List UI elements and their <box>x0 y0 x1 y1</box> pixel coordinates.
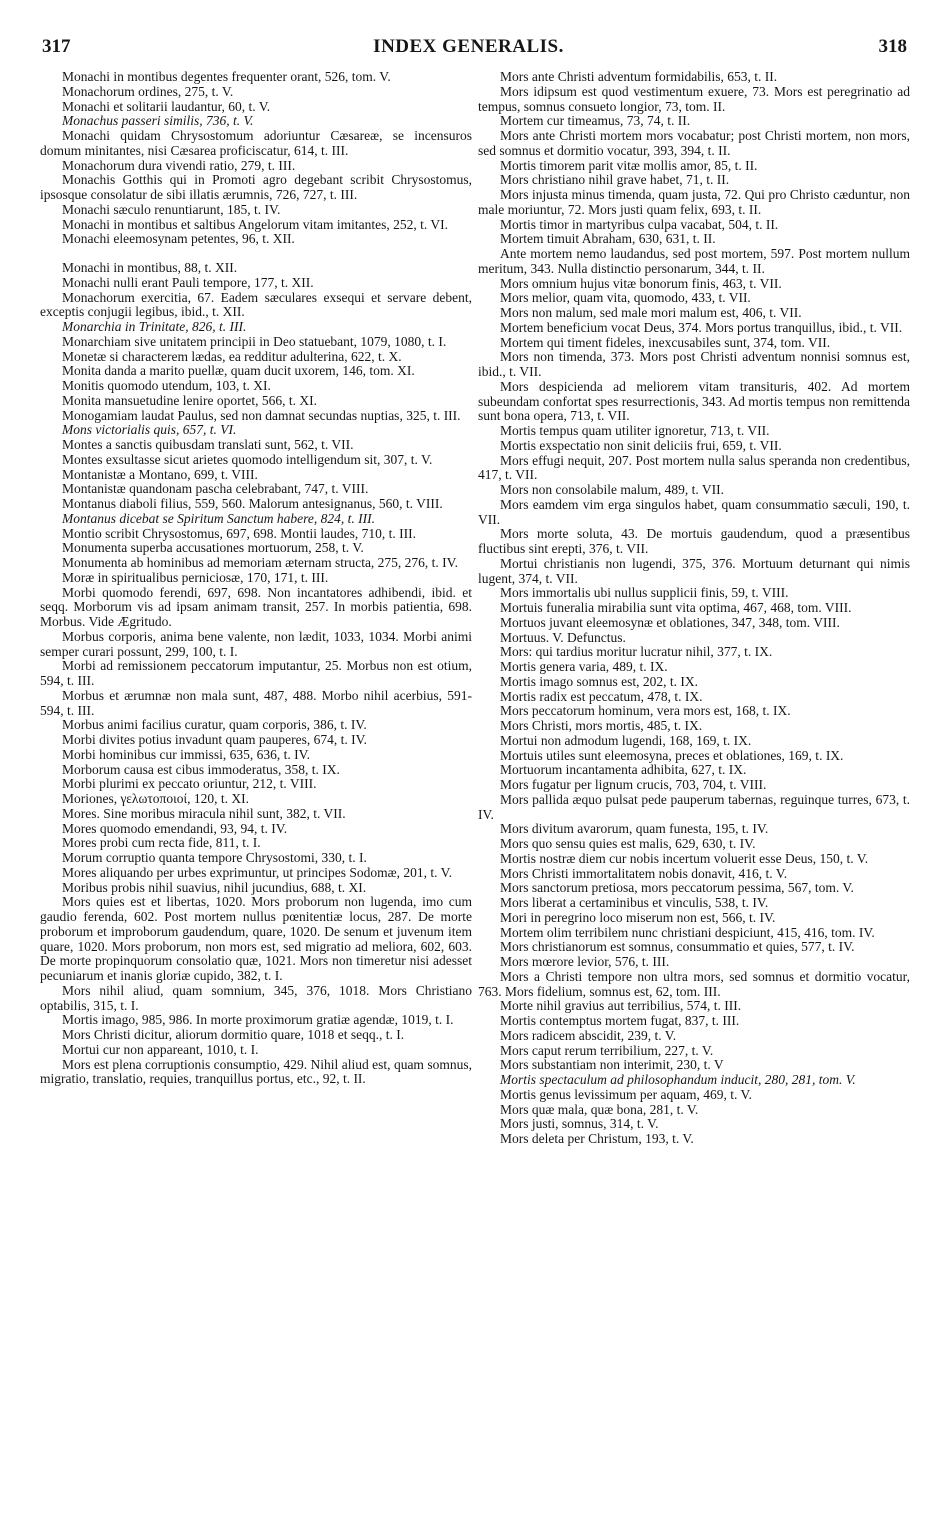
index-entry: Monachorum dura vivendi ratio, 279, t. III. <box>62 157 296 173</box>
index-entry: Mors deleta per Christum, 193, t. V. <box>500 1131 694 1146</box>
index-entry: Montes exsultasse sicut arietes quomodo intelligendum sit, 307, t. V. <box>62 451 433 467</box>
index-entry: Montanistæ a Montano, 699, t. VIII. <box>62 466 258 482</box>
index-entry: Monarchiam sive unitatem principii in Deo statuebant, 1079, 1080, t. I. <box>62 333 447 349</box>
index-entry: Mores quomodo emendandi, 93, 94, t. IV. <box>62 820 288 836</box>
index-entry: Monitis quomodo utendum, 103, t. XI. <box>62 378 271 393</box>
index-entry: Monachorum ordines, 275, t. V. <box>62 83 234 99</box>
index-entry: Mortis contemptus mortem fugat, 837, t. III. <box>500 1013 740 1028</box>
right-column <box>478 70 910 1147</box>
index-entry: Mors quæ mala, quæ bona, 281, t. V. <box>500 1101 699 1117</box>
index-entry: Mortis genera varia, 489, t. IX. <box>500 659 668 674</box>
index-entry: Monachorum exercitia, 67. Eadem sæculares exsequi et servare debent, exceptis conjugii legibus, ibid., t. XII. <box>40 289 472 320</box>
index-entry: Mors radicem abscidit, 239, t. V. <box>500 1027 677 1043</box>
index-entry: Mortuos juvant eleemosynæ et oblationes, 347, 348, tom. VIII. <box>500 614 840 630</box>
index-entry: Morborum causa est cibus immoderatus, 358, t. IX. <box>62 761 340 777</box>
index-entry: Mors: qui tardius moritur lucratur nihil, 377, t. IX. <box>500 644 773 660</box>
index-entry: Mors idipsum est quod vestimentum exuere, 73. Mors est peregrinatio ad tempus, somnus consueto longior, 73, tom. II. <box>478 83 910 114</box>
index-entry: Mors omnium hujus vitæ bonorum finis, 463, t. VII. <box>500 275 782 291</box>
index-entry: Mors est plena corruptionis consumptio, 429. Nihil aliud est, quam somnus, migratio, translatio, requies, tranquillus portus, etc., 92, t. II. <box>40 1056 472 1087</box>
index-entry: Mors christiano nihil grave habet, 71, t. II. <box>500 172 730 188</box>
index-entry: Mors justi, somnus, 314, t. V. <box>500 1116 659 1132</box>
index-entry: Mortuis funeralia mirabilia sunt vita optima, 467, 468, tom. VIII. <box>500 600 852 615</box>
index-entry: Monita danda a marito puellæ, quam ducit uxorem, 146, tom. XI. <box>62 363 415 379</box>
index-entry: Mors divitum avarorum, quam funesta, 195, t. IV. <box>500 821 769 837</box>
index-entry: Mors liberat a certaminibus et vinculis, 538, t. IV. <box>500 895 769 910</box>
index-entry: Mors ante Christi adventum formidabilis, 653, t. II. <box>500 69 778 84</box>
index-entry: Mors peccatorum hominum, vera mors est, 168, t. IX. <box>500 703 791 719</box>
index-entry: Mores. Sine moribus miracula nihil sunt, 382, t. VII. <box>62 805 346 821</box>
index-entry: Mors fugatur per lignum crucis, 703, 704, t. VIII. <box>500 777 767 792</box>
index-entry: Mors a Christi tempore non ultra mors, sed somnus et dormitio vocatur, 763. Mors fidelium, somnus est, 62, tom. III. <box>478 968 910 999</box>
index-entry: Mortis imago somnus est, 202, t. IX. <box>500 673 698 689</box>
index-entry: Mortis spectaculum ad philosophandum inducit, 280, 281, tom. V. <box>500 1072 856 1087</box>
index-entry: Ante mortem nemo laudandus, sed post mortem, 597. Post mortem nullum meritum, 343. Nulla distinctio personarum, 344, t. II. <box>478 246 910 276</box>
index-entry: Monogamiam laudat Paulus, sed non damnat secundas nuptias, 325, t. III. <box>62 407 461 423</box>
index-entry: Mors substantiam non interimit, 230, t. V <box>500 1057 724 1073</box>
index-entry: Mors nihil aliud, quam somnium, 345, 376, 1018. Mors Christiano optabilis, 315, t. I. <box>40 982 472 1013</box>
index-entry: Mortem olim terribilem nunc christiani despiciunt, 415, 416, tom. IV. <box>500 924 875 940</box>
index-entry: Morbi hominibus cur immissi, 635, 636, t. IV. <box>62 746 311 762</box>
index-entry: Montanistæ quandonam pascha celebrabant, 747, t. VIII. <box>62 481 369 497</box>
index-entry: Monachi quidam Chrysostomum adoriuntur Cæsareæ, se incensuros domum minitantes, nisi Cæsarea proficiscatur, 614, t. III. <box>40 128 472 158</box>
index-entry: Mortem qui timent fideles, inexcusabiles sunt, 374, tom. VII. <box>500 334 831 350</box>
index-entry: Mors immortalis ubi nullus supplicii finis, 59, t. VIII. <box>500 585 789 601</box>
index-entry: Mortuis utiles sunt eleemosyna, preces et oblationes, 169, t. IX. <box>500 747 844 763</box>
index-entry: Monumenta ab hominibus ad memoriam æternam structa, 275, 276, t. IV. <box>62 555 459 570</box>
index-entry: Monachis Gotthis qui in Promoti agro degebant scribit Chrysostomus, ipsosque consolatur de sibi illatis ærumnis, 726, 727, t. III. <box>40 172 472 202</box>
index-entry: Mors non consolabile malum, 489, t. VII. <box>500 482 724 497</box>
index-entry: Morbi plurimi ex peccato oriuntur, 212, t. VIII. <box>62 776 317 792</box>
index-entry: Monumenta superba accusationes mortuorum, 258, t. V. <box>62 540 364 556</box>
index-entry: Mortis imago, 985, 986. In morte proximorum gratiæ agendæ, 1019, t. I. <box>62 1012 454 1028</box>
index-entry: Mors non timenda, 373. Mors post Christi adventum nonnisi somnus est, ibid., t. VII. <box>478 349 910 379</box>
index-entry: Mors injusta minus timenda, quam justa, 72. Qui pro Christo cæduntur, non male moriuntur, 72. Mors justi quam felix, 693, t. II. <box>478 187 910 217</box>
index-entry: Mors eamdem vim erga singulos habet, quam consummatio sæculi, 190, t. VII. <box>478 496 910 527</box>
index-entry: Mortis timorem parit vitæ mollis amor, 85, t. II. <box>500 157 758 173</box>
index-entry: Mors ante Christi mortem mors vocabatur; post Christi mortem, non mors, sed somnus et dormitio vocatur, 393, 394, t. II. <box>478 128 910 158</box>
index-entry: Mortem cur timeamus, 73, 74, t. II. <box>500 113 691 129</box>
index-entry: Mors melior, quam vita, quomodo, 433, t. VII. <box>500 290 751 306</box>
index-entry: Mortis timor in martyribus culpa vacabat, 504, t. II. <box>500 216 779 232</box>
index-entry: Mors quies est et libertas, 1020. Mors proborum non lugenda, imo cum gaudio ferenda, 602. Post mortem nullus pœnitentiæ locus, 287. De morte proborum et improborum gaudendum, quare, 1020. De senum et juvenum item quare, 1020. Mors proborum, non mors est, sed migratio ad meliora, 602, 603. De morte propinquorum consolatio quæ, 1021. Mors non timeretur nisi adesset pecuniarum et inanis gloriæ cupido, 382, t. I. <box>40 894 472 983</box>
index-entry: Morbi quomodo ferendi, 697, 698. Non incantatores adhibendi, ibid. et seqq. Morborum vis ad ipsam animam transit, 257. In morbis patientia, 698. Morbus. Vide Ægritudo. <box>40 584 472 629</box>
index-entry: Mors quo sensu quies est malis, 629, 630, t. IV. <box>500 836 756 851</box>
index-entry: Mortuus. V. Defunctus. <box>500 629 626 645</box>
index-entry: Mors Christi, mors mortis, 485, t. IX. <box>500 718 703 733</box>
index-entry: Mortis tempus quam utiliter ignoretur, 713, t. VII. <box>500 423 770 438</box>
right-page-number: 318 <box>878 36 907 57</box>
index-entry: Mori in peregrino loco miserum non est, 566, t. IV. <box>500 909 776 925</box>
index-entry: Mortis genus levissimum per aquam, 469, t. V. <box>500 1086 752 1102</box>
index-entry: Mores aliquando per urbes exprimuntur, ut principes Sodomæ, 201, t. V. <box>62 864 453 880</box>
index-entry: Moribus probis nihil suavius, nihil jucundius, 688, t. XI. <box>62 879 367 895</box>
index-entry: Mors sanctorum pretiosa, mors peccatorum pessima, 567, tom. V. <box>500 880 854 896</box>
index-entry: Monachi nulli erant Pauli tempore, 177, t. XII. <box>62 274 314 290</box>
left-page-number: 317 <box>42 36 71 57</box>
index-entry: Mortem beneficium vocat Deus, 374. Mors portus tranquillus, ibid., t. VII. <box>500 319 903 335</box>
index-entry: Mortui cur non appareant, 1010, t. I. <box>62 1041 259 1057</box>
index-entry: Moræ in spiritualibus perniciosæ, 170, 171, t. III. <box>62 569 329 585</box>
running-title: INDEX GENERALIS. <box>373 36 564 57</box>
index-entry: Morte nihil gravius aut terribilius, 574, t. III. <box>500 998 742 1014</box>
index-entry: Mortui christianis non lugendi, 375, 376. Mortuum deturnant qui nimis lugent, 374, t. VII. <box>478 555 910 586</box>
index-entry: Monetæ si characterem lædas, ea redditur adulterina, 622, t. X. <box>62 348 402 364</box>
index-entry: Mors non malum, sed male mori malum est, 406, t. VII. <box>500 305 802 320</box>
left-column <box>40 70 472 1087</box>
index-entry: Mortis radix est peccatum, 478, t. IX. <box>500 688 703 704</box>
page-header <box>30 30 907 58</box>
index-entry: Morbi ad remissionem peccatorum imputantur, 25. Morbus non est otium, 594, t. III. <box>40 658 472 688</box>
index-entry: Monachi in montibus degentes frequenter orant, 526, tom. V. <box>62 69 391 84</box>
index-entry: Monachi in montibus, 88, t. XII. <box>62 260 238 275</box>
index-entry: Montanus dicebat se Spiritum Sanctum habere, 824, t. III. <box>62 510 375 526</box>
index-entry: Mortui non admodum lugendi, 168, 169, t. IX. <box>500 732 752 748</box>
index-entry: Mors effugi nequit, 207. Post mortem nulla salus speranda non credentibus, 417, t. VII. <box>478 452 910 483</box>
index-entry: Mors pallida æquo pulsat pede pauperum tabernas, reguinque turres, 673, t. IV. <box>478 791 910 822</box>
index-entry: Mortis exspectatio non sinit deliciis frui, 659, t. VII. <box>500 437 782 453</box>
index-entry: Morbus et ærumnæ non mala sunt, 487, 488. Morbo nihil acerbius, 591-594, t. III. <box>40 687 472 718</box>
index-entry: Montio scribit Chrysostomus, 697, 698. Montii laudes, 710, t. III. <box>62 525 416 541</box>
index-entry: Mores probi cum recta fide, 811, t. I. <box>62 835 261 851</box>
index-entry: Monarchia in Trinitate, 826, t. III. <box>62 319 247 334</box>
index-entry: Montes a sanctis quibusdam translati sunt, 562, t. VII. <box>62 437 354 452</box>
index-entry: Mons victorialis quis, 657, t. VI. <box>62 422 237 438</box>
index-entry: Mors caput rerum terribilium, 227, t. V. <box>500 1042 714 1058</box>
index-entry: Mors christianorum est somnus, consummatio et quies, 577, t. IV. <box>500 939 855 955</box>
index-entry: Monachi et solitarii laudantur, 60, t. V. <box>62 98 271 114</box>
index-entry: Morbi divites potius invadunt quam pauperes, 674, t. IV. <box>62 732 367 747</box>
index-entry: Monachi eleemosynam petentes, 96, t. XII. <box>62 231 295 247</box>
index-entry: Morum corruptio quanta tempore Chrysostomi, 330, t. I. <box>62 850 367 865</box>
index-entry: Mors Christi dicitur, aliorum dormitio quare, 1018 et seqq., t. I. <box>62 1027 405 1042</box>
index-entry: Monita mansuetudine lenire oportet, 566, t. XI. <box>62 392 317 408</box>
index-entry: Morbus corporis, anima bene valente, non lædit, 1033, 1034. Morbi animi semper curari possunt, 299, 100, t. I. <box>40 628 472 659</box>
index-entry: Mortuorum incantamenta adhibita, 627, t. IX. <box>500 762 747 778</box>
index-entry: Mors morte soluta, 43. De mortuis gaudendum, quod a præsentibus fluctibus sint erepti, 376, t. VII. <box>478 526 910 556</box>
index-entry: Mors despicienda ad meliorem vitam transituris, 402. Ad mortem subeundam confortat spes resurrectionis, 343. Ad mortis tempus non remittenda sunt bona opera, 713, t. VII. <box>478 378 910 424</box>
index-entry: Montanus diaboli filius, 559, 560. Malorum antesignanus, 560, t. VIII. <box>62 496 443 511</box>
index-entry: Mors mœrore levior, 576, t. III. <box>500 954 670 969</box>
index-entry: Monachi in montibus et saltibus Angelorum vitam imitantes, 252, t. VI. <box>62 216 448 232</box>
index-entry: Mors Christi immortalitatem nobis donavit, 416, t. V. <box>500 865 788 881</box>
index-entry: Moriones, γελωτοποιοί, 120, t. XI. <box>62 791 249 806</box>
index-entry: Mortem timuit Abraham, 630, 631, t. II. <box>500 231 716 247</box>
index-entry: Monachus passeri similis, 736, t. V. <box>62 113 254 129</box>
index-entry: Morbus animi facilius curatur, quam corporis, 386, t. IV. <box>62 717 367 733</box>
index-entry: Monachi sæculo renuntiarunt, 185, t. IV. <box>62 201 281 217</box>
index-entry: Mortis nostræ diem cur nobis incertum voluerit esse Deus, 150, t. V. <box>500 850 869 866</box>
